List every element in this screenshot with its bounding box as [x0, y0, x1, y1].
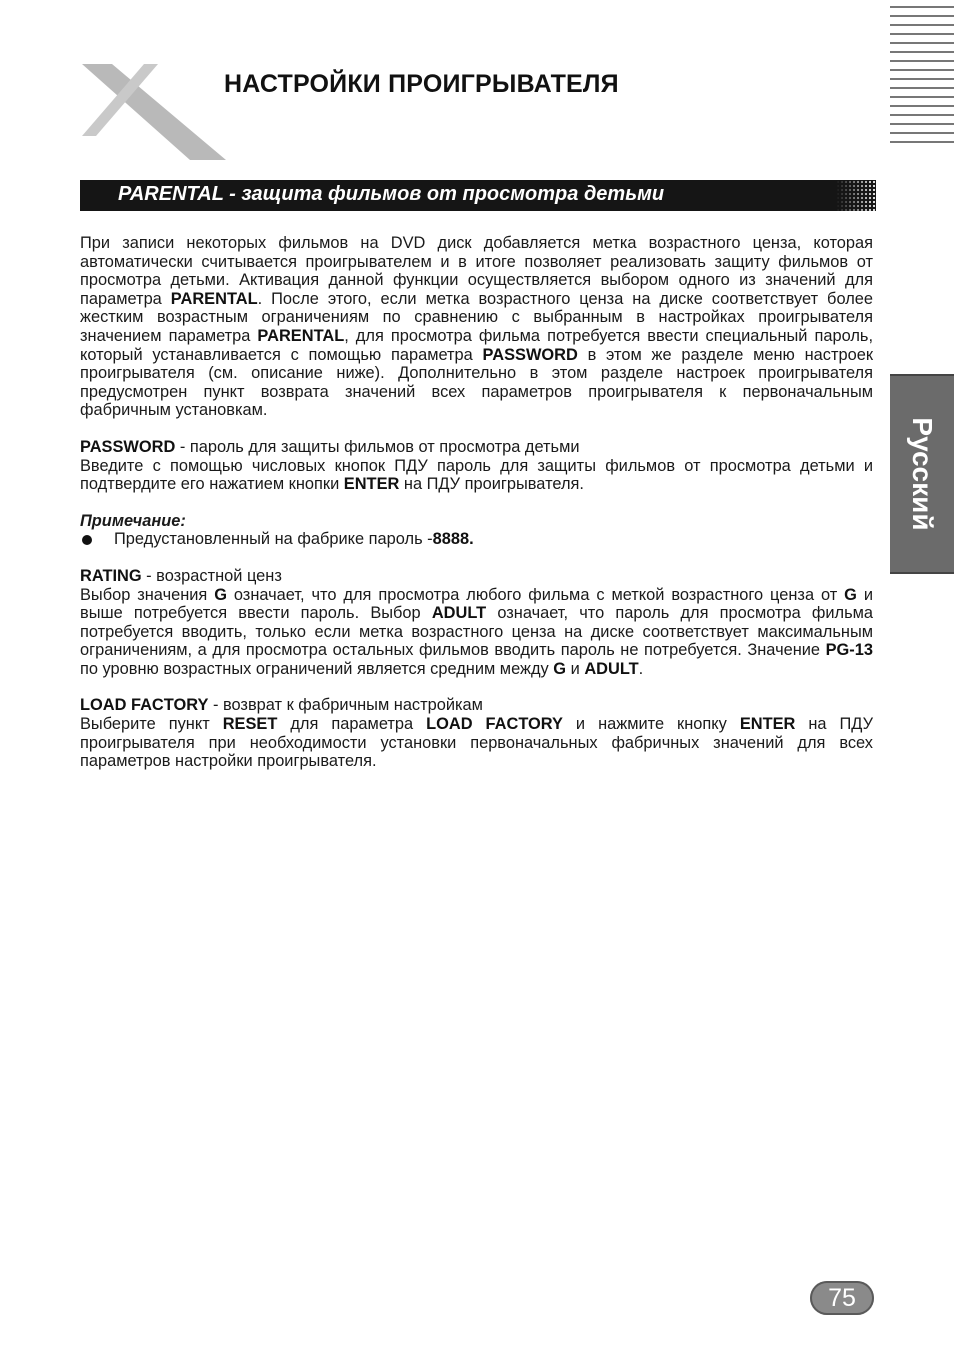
page-number-badge: 75 — [810, 1281, 874, 1315]
load-factory-heading: LOAD FACTORY - возврат к фабричным настройкам — [80, 696, 483, 715]
page-title: НАСТРОЙКИ ПРОИГРЫВАТЕЛЯ — [224, 70, 619, 98]
note-bullet-item: Предустановленный на фабрике пароль - 8888. — [80, 530, 873, 549]
load-factory-paragraph: Выберите пункт RESET для параметра LOAD FACTORY и нажмите кнопку ENTER на ПДУ проигрывателя при необходимости установки первоначальных фабричных значений для всех параметров настройки проигрывателя. — [80, 715, 873, 771]
language-side-tab — [890, 374, 954, 574]
section-title: PARENTAL - защита фильмов от просмотра детьми — [118, 183, 665, 205]
language-label: Русский — [907, 417, 938, 531]
decorative-stripes — [890, 6, 954, 150]
password-heading: PASSWORD - пароль для защиты фильмов от просмотра детьми — [80, 437, 580, 456]
note-title: Примечание: — [80, 511, 186, 530]
bullet-dot-icon — [82, 535, 92, 545]
main-content — [80, 234, 873, 771]
brand-x-logo — [78, 60, 230, 164]
rating-paragraph: Выбор значения G означает, что для просмотра любого фильма с меткой возрастного ценза от G и выше потребуется ввести пароль. Выбор ADULT означает, что пароль для просмотра фильма потребуется вводить, только если метка возрастного ценза на диске соответствует максимальным ограничениям, а для просмотра остальных фильмов вводить пароль не потребуется. Значение PG-13 по уровню возрастных ограничений является средним между G и ADULT. — [80, 585, 873, 678]
rating-heading: RATING - возрастной ценз — [80, 566, 282, 585]
intro-paragraph: При записи некоторых фильмов на DVD диск добавляется метка возрастного ценза, которая автоматически считывается проигрывателем и в итоге позволяет реализовать защиту фильмов от просмотра детьми. Активация данной функции осуществляется выбором одного из значений для параметра PARENTAL. После этого, если метка возрастного ценза на диске соответствует более жестким возрастным ограничениям по сравнению с выбранным в настройках проигрывателя значением параметра PARENTAL, для просмотра фильма потребуется ввести специальный пароль, который устанавливается с помощью параметра PASSWORD в этом же разделе меню настроек проигрывателя (см. описание ниже). Дополнительно в этом разделе настроек проигрывателя предусмотрен пункт возврата значений всех параметров проигрывателя к первоначальным фабричным установкам. — [80, 234, 873, 420]
password-paragraph: Введите с помощью числовых кнопок ПДУ пароль для защиты фильмов от просмотра детьми и подтвердите его нажатием кнопки ENTER на ПДУ проигрывателя. — [80, 456, 873, 494]
section-heading-bar — [80, 180, 876, 211]
halftone-dots-decoration — [836, 180, 876, 211]
